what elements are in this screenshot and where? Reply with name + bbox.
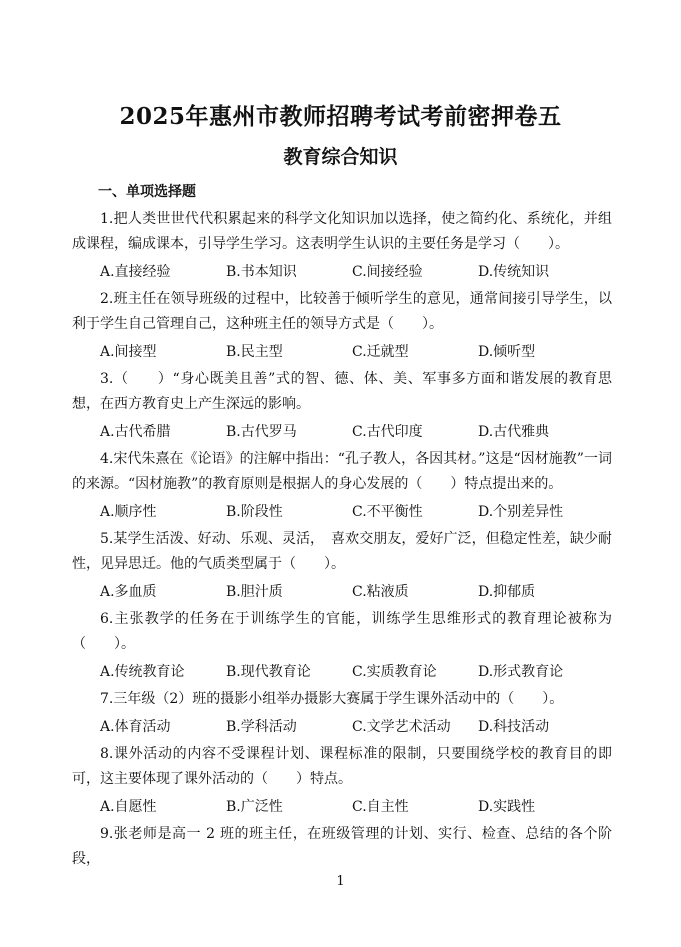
option-row xyxy=(72,796,612,818)
question-text: 3.（ ）“身心既美且善”式的智、德、体、美、军事多方面和谐发展的教育思想，在西方教育史上产生深远的影响。 xyxy=(72,371,612,412)
section-heading: 一、单项选择题 xyxy=(98,184,196,200)
option-item: D.形式教育论 xyxy=(478,664,564,680)
option-row xyxy=(72,341,612,363)
option-item: D.抑郁质 xyxy=(478,584,536,600)
question-text: 4.宋代朱熹在《论语》的注解中指出：“孔子教人，各因其材。”这是“因材施教”一词的来源。“因材施教”的教育原则是根据人的身心发展的（ ）特点提出来的。 xyxy=(72,451,612,492)
option-item: D.实践性 xyxy=(478,799,536,815)
option-row xyxy=(72,261,612,283)
option-row xyxy=(72,661,612,683)
option-item: D.传统知识 xyxy=(478,264,550,280)
question-text: 1.把人类世世代代积累起来的科学文化知识加以选择，使之简约化、系统化，并组成课程，编成课本，引导学生学习。这表明学生认识的主要任务是学习（ ）。 xyxy=(72,211,612,252)
option-row xyxy=(72,716,612,738)
option-item: B.古代罗马 xyxy=(226,424,297,440)
option-item: B.现代教育论 xyxy=(226,664,311,680)
option-row xyxy=(72,581,612,603)
option-item: D.个别差异性 xyxy=(478,504,564,520)
option-item: A.直接经验 xyxy=(100,264,171,280)
option-item: B.民主型 xyxy=(226,344,283,360)
option-item: C.自主性 xyxy=(352,799,409,815)
option-item: B.胆汁质 xyxy=(226,584,283,600)
option-item: C.粘液质 xyxy=(352,584,409,600)
option-item: A.多血质 xyxy=(100,584,157,600)
option-item: C.实质教育论 xyxy=(352,664,437,680)
option-item: A.传统教育论 xyxy=(100,664,185,680)
page-number: 1 xyxy=(336,874,345,889)
document-title: 2025年惠州市教师招聘考试考前密押卷五 xyxy=(119,103,562,130)
option-item: C.间接经验 xyxy=(352,264,423,280)
document-subtitle: 教育综合知识 xyxy=(283,146,398,168)
option-item: D.古代雅典 xyxy=(478,424,550,440)
question-text: 9.张老师是高一 2 班的班主任，在班级管理的计划、实行、检查、总结的各个阶段， xyxy=(72,826,612,867)
option-row xyxy=(72,501,612,523)
option-item: C.古代印度 xyxy=(352,424,423,440)
option-item: C.文学艺术活动 xyxy=(352,719,451,735)
option-item: A.间接型 xyxy=(100,344,157,360)
question-text: 2.班主任在领导班级的过程中，比较善于倾听学生的意见，通常间接引导学生，以利于学生自己管理自己，这种班主任的领导方式是（ ）。 xyxy=(72,291,612,332)
option-item: D.科技活动 xyxy=(478,719,550,735)
option-item: B.书本知识 xyxy=(226,264,297,280)
question-text: 7.三年级（2）班的摄影小组举办摄影大赛属于学生课外活动中的（ ）。 xyxy=(100,691,564,707)
option-item: A.体育活动 xyxy=(100,719,171,735)
option-item: B.广泛性 xyxy=(226,799,283,815)
option-item: A.顺序性 xyxy=(100,504,157,520)
question-text: 6.主张教学的任务在于训练学生的官能，训练学生思维形式的教育理论被称为（ ）。 xyxy=(72,611,612,652)
option-item: C.不平衡性 xyxy=(352,504,423,520)
option-item: C.迁就型 xyxy=(352,344,409,360)
option-item: B.阶段性 xyxy=(226,504,283,520)
option-item: A.自愿性 xyxy=(100,799,157,815)
question-list xyxy=(72,207,612,876)
option-item: B.学科活动 xyxy=(226,719,297,735)
option-item: D.倾听型 xyxy=(478,344,536,360)
option-item: A.古代希腊 xyxy=(100,424,171,440)
question-text: 8.课外活动的内容不受课程计划、课程标准的限制，只要围绕学校的教育目的即可，这主要体现了课外活动的（ ）特点。 xyxy=(72,746,612,787)
question-text: 5.某学生活泼、好动、乐观、灵活， 喜欢交朋友，爱好广泛，但稳定性差，缺少耐性，见异思迁。他的气质类型属于（ ）。 xyxy=(72,531,612,572)
option-row xyxy=(72,421,612,443)
